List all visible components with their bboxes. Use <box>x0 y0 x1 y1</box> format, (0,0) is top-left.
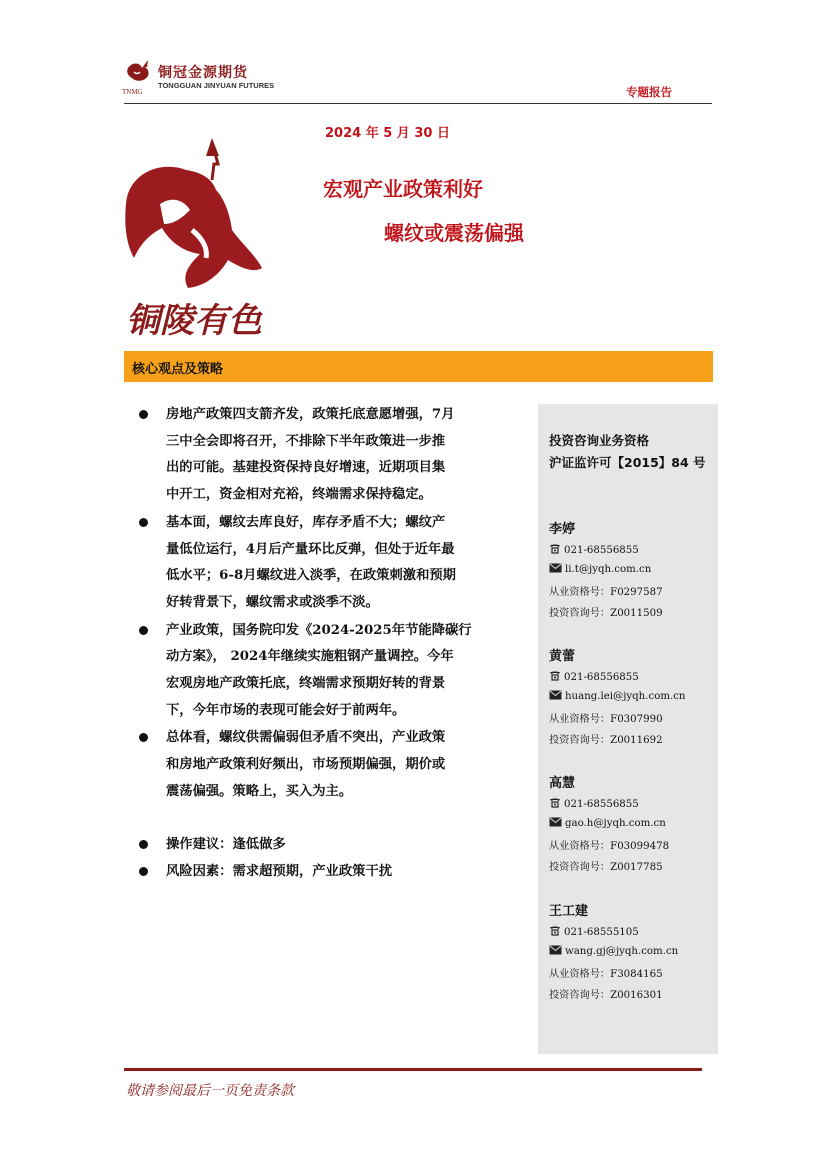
analyst-consult-number-text: 投资咨询号：Z0011509 <box>549 608 663 619</box>
analyst-consult-number <box>549 858 663 873</box>
emblem-text: 铜陵有色 <box>126 301 262 341</box>
email-icon <box>549 563 562 576</box>
key-point-line: 中开工，资金相对充裕，终端需求保持稳定。 <box>166 487 432 503</box>
key-point-line: 量低位运行，4月后产量环比反弹，但处于近年最 <box>166 541 455 557</box>
analyst-license <box>549 710 663 725</box>
key-point-item <box>138 402 522 509</box>
key-point-item <box>138 832 522 859</box>
header-divider <box>124 103 712 104</box>
key-point-line: 动方案》， 2024年继续实施粗钢产量调控。今年 <box>166 649 454 665</box>
bullet-icon <box>139 626 148 635</box>
analyst-name-text: 王工建 <box>549 904 589 919</box>
analyst-email <box>549 945 678 958</box>
analyst-phone <box>549 543 639 557</box>
email-icon <box>549 690 562 703</box>
analyst-email-text: huang.lei@jyqh.com.cn <box>565 691 686 702</box>
company-name-cn: 铜冠金源期货 <box>158 65 248 81</box>
analyst-sidebar <box>538 404 718 1054</box>
footer-divider <box>124 1068 702 1071</box>
analyst-consult-number <box>549 604 663 619</box>
analyst-name-text: 李婷 <box>549 522 576 537</box>
license-number: 沪证监许可【2015】84 号 <box>549 455 706 470</box>
key-point-line: 和房地产政策利好频出，市场预期偏强，期价或 <box>166 757 446 773</box>
analyst-name <box>549 645 575 664</box>
key-point-line: 风险因素：需求超预期，产业政策干扰 <box>166 864 393 880</box>
bullet-icon <box>139 867 148 876</box>
analyst-consult-number-text: 投资咨询号：Z0011692 <box>549 735 663 746</box>
company-logo <box>122 58 275 98</box>
disclaimer-note: 敬请参阅最后一页免责条款 <box>126 1083 294 1099</box>
key-point-line: 产业政策，国务院印发《2024-2025年节能降碳行 <box>166 622 472 638</box>
key-point-item <box>138 725 522 805</box>
qualification-title: 投资咨询业务资格 <box>549 433 650 448</box>
key-points-list <box>138 402 522 887</box>
key-point-line: 震荡偏强。策略上，买入为主。 <box>166 783 353 799</box>
company-name-en: TONGGUAN JINYUAN FUTURES <box>158 81 275 90</box>
key-point-line: 操作建议：逢低做多 <box>166 836 286 852</box>
key-point-line: 宏观房地产政策托底，终端需求预期好转的背景 <box>166 676 446 692</box>
section-title: 核心观点及策略 <box>132 362 224 377</box>
analyst-license-text: 从业资格号：F0297587 <box>549 587 663 598</box>
key-point-item <box>138 510 522 617</box>
key-point-line: 低水平；6-8月螺纹进入淡季，在政策刺激和预期 <box>166 568 456 584</box>
analyst-name-text: 高慧 <box>549 776 576 791</box>
analyst-email-text: gao.h@jyqh.com.cn <box>565 818 666 829</box>
analyst-license <box>549 583 663 598</box>
analyst-phone <box>549 670 639 684</box>
key-point-line: 三中全会即将召开，不排除下半年政策进一步推 <box>166 433 446 449</box>
bull-emblem-icon <box>120 134 270 344</box>
analyst-consult-number <box>549 731 663 746</box>
bullet-icon <box>139 840 148 849</box>
analyst-consult-number-text: 投资咨询号：Z0016301 <box>549 990 663 1001</box>
report-title-line2: 螺纹或震荡偏强 <box>384 221 524 245</box>
analyst-license-text: 从业资格号：F03099478 <box>549 841 670 852</box>
analyst-name <box>549 900 588 919</box>
key-point-item <box>138 859 522 886</box>
analyst-phone-text: 021-68555105 <box>564 927 639 938</box>
bullet-icon <box>139 410 148 419</box>
analyst-license <box>549 965 663 980</box>
phone-icon <box>549 797 561 811</box>
analyst-consult-number <box>549 986 663 1001</box>
phone-icon <box>549 670 561 684</box>
key-point-line: 好转背景下，螺纹需求或淡季不淡。 <box>166 594 379 610</box>
email-icon <box>549 945 562 958</box>
email-icon <box>549 817 562 830</box>
company-abbr: TNMG <box>122 88 143 96</box>
analyst-name-text: 黄蕾 <box>549 649 576 664</box>
key-point-line: 基本面，螺纹去库良好，库存矛盾不大；螺纹产 <box>166 514 446 530</box>
section-header-bar <box>124 351 713 382</box>
key-point-line: 总体看，螺纹供需偏弱但矛盾不突出，产业政策 <box>166 730 446 746</box>
analyst-name <box>549 518 575 537</box>
analyst-name <box>549 772 575 791</box>
analyst-phone-text: 021-68556855 <box>564 545 639 556</box>
analyst-phone-text: 021-68556855 <box>564 672 639 683</box>
bullet-icon <box>139 733 148 742</box>
analyst-phone-text: 021-68556855 <box>564 799 639 810</box>
key-point-item <box>138 618 522 725</box>
report-title-line1: 宏观产业政策利好 <box>323 177 483 201</box>
key-point-line: 下，今年市场的表现可能会好于前两年。 <box>166 702 406 718</box>
analyst-email <box>549 563 651 576</box>
analyst-email-text: li.t@jyqh.com.cn <box>565 564 652 575</box>
bullet-icon <box>139 518 148 527</box>
analyst-email <box>549 817 666 830</box>
analyst-consult-number-text: 投资咨询号：Z0017785 <box>549 862 663 873</box>
key-point-line: 出的可能。基建投资保持良好增速，近期项目集 <box>166 460 446 476</box>
key-point-line: 房地产政策四支箭齐发，政策托底意愿增强，7月 <box>166 407 455 422</box>
phone-icon <box>549 925 561 939</box>
analyst-license-text: 从业资格号：F3084165 <box>549 969 663 980</box>
analyst-phone <box>549 797 639 811</box>
analyst-email-text: wang.gj@jyqh.com.cn <box>565 946 679 957</box>
report-date: 2024 年 5 月 30 日 <box>325 126 450 141</box>
analyst-phone <box>549 925 639 939</box>
analyst-email <box>549 690 686 703</box>
analyst-license-text: 从业资格号：F0307990 <box>549 714 663 725</box>
analyst-license <box>549 837 669 852</box>
phone-icon <box>549 543 561 557</box>
report-type: 专题报告 <box>626 85 672 99</box>
